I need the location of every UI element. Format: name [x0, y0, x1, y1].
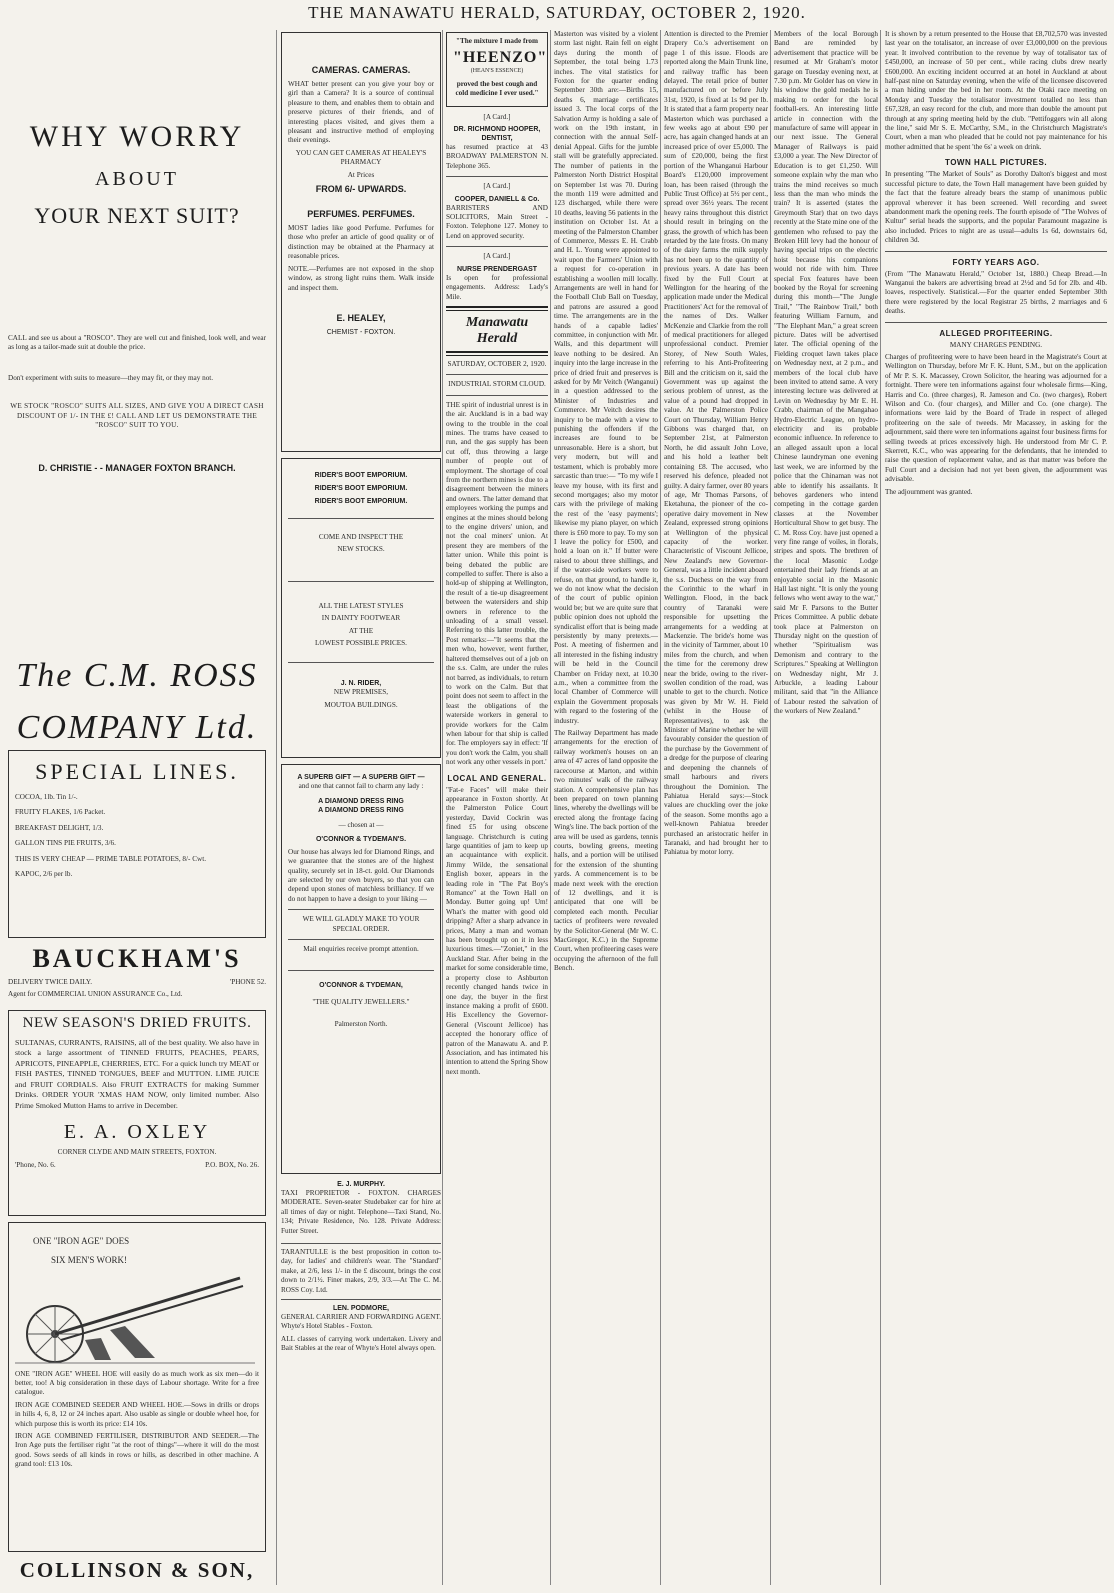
- rider-line: COME AND INSPECT THE: [318, 533, 404, 541]
- cooper-name: COOPER, DANIELL & Co.: [454, 195, 540, 203]
- collinson-ad: [8, 1558, 266, 1585]
- iron-age-fertiliser: IRON AGE COMBINED FERTILISER, DISTRIBUTOR AND SEEDER.—The Iron Age puts the fertiliser right "at the root of things"—where it will do the most good. Sows seeds of all kinds in rows or hills, as described in other machine. A grand tool: £13 10s.: [15, 1432, 259, 1469]
- rider-title: RIDER'S BOOT EMPORIUM.: [314, 485, 408, 492]
- cameras-ad: [281, 32, 441, 452]
- podmore-body: GENERAL CARRIER AND FORWARDING AGENT. Whyte's Hotel Stables - Foxton.: [281, 1313, 441, 1331]
- tarantulle-ad: TARANTULLE is the best proposition in cotton to-day, for ladies' and children's wear. The "Standard" make, at 2/6, less 1/- in the £ discount, brings the cost down to 2/1½. Finer makes, 2/9, 3/3.—At The C. M. ROSS Coy. Ltd.: [281, 1248, 441, 1300]
- ad-headline: WHY WORRY: [29, 120, 245, 153]
- gift-chosen: — chosen at —: [338, 821, 384, 830]
- column-2: [276, 30, 445, 1585]
- local-general-body: "Fat-e Faces" will make their appearance in Foxton shortly. At the Palmerston Police Court yesterday, David Cockrin was fined £5 for using obscene language. Christchurch is cuting large quantities of jam to keep up an acquaintance with explicit. Jimmy Wilde, the sensational English boxer, appears in the leading role in "The Pat Boy's Romance" at the Town Hall on Monday. Butter going up! Um! What's the matter with good old dripping? After a sharp advance in prices, Many a man and woman has been brought up on it in less luxurious times.—"Zoniet," in the Auckland Star. After being in the market for some considerable time, a property close to Ashburton recently changed hands twice in one day, the buyer in the first instance making a profit of £600. His Excellency the Governor-General (Viscount Jellicoe) has accepted the honorary office of patron of the Manawatu A. and P. Association, and has intimated his intention to attend the Spring Show next month.: [446, 785, 549, 1076]
- ad-body: Don't experiment with suits to measure—they may fit, or they may not.: [8, 373, 214, 382]
- oxley-box: P.O. BOX, No. 26.: [205, 1160, 259, 1169]
- podmore-name: LEN. PODMORE,: [332, 1305, 389, 1313]
- bauckham-delivery: DELIVERY TWICE DAILY.: [8, 978, 92, 986]
- hooper-name: DR. RICHMOND HOOPER, DENTIST,: [453, 126, 541, 143]
- column-5: [660, 30, 771, 1585]
- paper-date: SATURDAY, OCTOBER 2, 1920.: [447, 359, 547, 368]
- special-line-item: GALLON TINS PIE FRUITS, 3/6.: [15, 839, 116, 848]
- ad-subheadline: YOUR NEXT SUIT?: [34, 203, 240, 228]
- oxley-phone: 'Phone, No. 6.: [15, 1160, 56, 1169]
- iron-age-body: ONE "IRON AGE" WHEEL HOE will easily do as much work as six men—do it better, too! A big consideration in these days of Labour shortage. Write for a free catalogue.: [15, 1369, 259, 1397]
- editorial-heading: INDUSTRIAL STORM CLOUD.: [448, 380, 546, 389]
- wheel-hoe-illustration: [15, 1270, 259, 1366]
- oconnor-tagline: "THE QUALITY JEWELLERS.": [312, 998, 410, 1007]
- news-body: It is shown by a return presented to the House that £8,702,570 was invested last year on the totalisator, an increase of over £3,000,000 on the previous year. It involved contribution to the revenue by way of totalisator tax of £450,000, an increase of 50 per cent., while racing clubs drew nearly £600,000. An exciting incident occurred at an hotel in Auckland at about half-past nine on Saturday evening, when the wife of the licensee discovered a man hiding under the bed in her room. At the Otaki race meeting on Monday and Tuesday the totalisator investment totalled no less than £67,328, an easy record for the club, and more than double the amount put through at any spring meeting held by the club. "Pettifoggers win all along the line," said Mr S. E. McCarthy, S.M., in the Christchurch Magistrate's Court, when a man who pleaded that he could not pay maintenance for his mother admitted that he spent 'the 6s' a week on drink.: [885, 30, 1107, 151]
- editorial-body: THE spirit of industrial unrest is in the air. Auckland is in a bad way owing to the trouble in the coal mines. The trams have ceased to run, and the gas supply has been cut off, thus throwing a large number of people out of employment. The shortage of coal from the northern mines is due to a disagreement between the miners and owners. The latter demand that employees working the pumps and engines at the mines should belong to the engine drivers' union, and not the coal miners' union. At present they are members of the latter union. While this point is being debated the public are compelled to suffer. There is also a hold-up of shipping at Wellington, the result of a tie-up disagreement between the watersiders and ship owners in reference to the unloading of a small vessel. Referring to this latter trouble, the Post remarks:—"It seems that the men who, however, went further, haltered themselves out of a job on the s.s. Calm, are under the rules not barred, as individuals, to return to work on the Calm. But that point does not seem to affect in the least the obligations of the waterside workers in general to provide workers for the Calm when labour for that ship is called for. The employers say in effect: 'If you don't work the Calm, you shall not work any other vessels in port.': [446, 400, 548, 767]
- local-general-heading: LOCAL AND GENERAL.: [447, 773, 547, 783]
- cm-ross-logo: [8, 650, 266, 746]
- rider-line: NEW STOCKS.: [337, 545, 385, 554]
- diamond-ring-ad: [281, 764, 441, 1174]
- diamond-ring-heading: A DIAMOND DRESS RING: [318, 798, 404, 806]
- nurse-body: Is open for professional engagements. Address: Lady's Mile.: [446, 273, 548, 301]
- heenzo-quote: "The mixture I made from: [456, 37, 538, 45]
- iron-age-headline: ONE "IRON AGE" DOES: [33, 1235, 130, 1246]
- rider-name: J. N. RIDER,: [340, 680, 382, 688]
- ad-signature: D. CHRISTIE - - MANAGER FOXTON BRANCH.: [38, 463, 236, 474]
- column-7: [880, 30, 1111, 1585]
- oxley-address: CORNER CLYDE AND MAIN STREETS, FOXTON.: [57, 1148, 217, 1157]
- heenzo-ad: [446, 32, 548, 107]
- cooper-body: BARRISTERS AND SOLICITORS, Main Street - Foxton. Telephone 127. Money to Lend on approved security.: [446, 203, 548, 240]
- gift-subtitle: and one that cannot fail to charm any lady :: [298, 782, 424, 790]
- town-hall-heading: TOWN HALL PICTURES.: [944, 158, 1048, 168]
- murphy-name: E. J. MURPHY.: [337, 1181, 385, 1188]
- heenzo-sub: (HEAN'S ESSENCE): [470, 68, 524, 75]
- special-line-item: BREAKFAST DELIGHT, 1/3.: [15, 823, 104, 832]
- riders-boot-ad: [281, 458, 441, 758]
- special-line-item: KAPOC, 2/6 per lb.: [15, 870, 73, 879]
- diamond-ring-heading: A DIAMOND DRESS RING: [318, 807, 404, 815]
- alleged-profiteering-subheading: MANY CHARGES PENDING.: [949, 340, 1043, 349]
- iron-age-seeder: IRON AGE COMBINED SEEDER AND WHEEL HOE.—Sows in drills or drops in hills 4, 6, 8, 12 or 24 inches apart. Also usable as single or double wheel hoe, for which purpose this is worth its price: £14 10s.: [15, 1400, 259, 1428]
- rider-address: MOUTOA BUILDINGS.: [324, 700, 398, 709]
- cameras-cta: YOU CAN GET CAMERAS AT HEALEY'S PHARMACY: [295, 148, 427, 167]
- oconnor-town: Palmerston North.: [334, 1019, 388, 1028]
- special-lines-title: SPECIAL LINES.: [35, 759, 239, 784]
- murphy-body: TAXI PROPRIETOR - FOXTON. CHARGES MODERATE. Seven-seater Studebaker car for hire at all times of day or night. Telephone—Taxi Stand, No. 134; Private Residence, No. 128. Private Address: Futter Street.: [281, 1189, 441, 1235]
- alleged-profiteering-closing: The adjournment was granted.: [885, 487, 973, 496]
- perfumes-title: PERFUMES. PERFUMES.: [307, 209, 415, 220]
- special-lines-ad: [8, 750, 266, 938]
- paper-title: Manawatu Herald: [465, 314, 529, 346]
- oconnor-name: O'CONNOR & TYDEMAN'S.: [315, 835, 407, 843]
- podmore-body: ALL classes of carrying work undertaken. Livery and Bait Stables at the rear of Whyte's Hotel always open.: [281, 1334, 441, 1353]
- forty-years-body: (From "The Manawatu Herald," October 1st, 1880.) Cheap Bread.—In Wanganui the bakers are advertising bread at 2½d and 5d for 2lb. and 4lb. loaves, respectively. Statistical.—For the quarter ended September 30th there were registered by the local Registrar 25 births, 2 marriages and 6 deaths.: [885, 269, 1107, 316]
- iron-age-headline: SIX MEN'S WORK!: [51, 1255, 127, 1266]
- dried-fruits-body: SULTANAS, CURRANTS, RAISINS, all of the best quality. We also have in stock a large assortment of TINNED FRUITS, PEACHES, PEARS, APRICOTS, PINEAPPLE, CHERRIES, ETC. For a quick lunch try MEAT or FISH PASTES, TINNED TONGUES, BEEF and MUTTON. LIME JUICE and FRUIT CORDIALS. Also FRUIT EXTRACTS for making Summer Drinks. ORDER YOUR 'XMAS HAM NOW, only limited number. Also Prime Smoked Mutton Hams to arrive in December.: [15, 1037, 259, 1110]
- rider-line: ALL THE LATEST STYLES: [318, 601, 404, 610]
- murphy-ad: [281, 1180, 441, 1244]
- gift-title: A SUPERB GIFT — A SUPERB GIFT —: [297, 774, 425, 781]
- bauckham-phone: 'PHONE 52.: [229, 978, 266, 986]
- column-4: [550, 30, 661, 1585]
- card-label: [A Card.]: [483, 112, 511, 121]
- dried-fruits-ad: [8, 1010, 266, 1216]
- rider-line: AT THE: [348, 626, 374, 635]
- column-3: [442, 30, 551, 1585]
- hooper-body: has resumed practice at 43 BROADWAY PALMERSTON N. Telephone 365.: [446, 143, 548, 170]
- rider-title: RIDER'S BOOT EMPORIUM.: [314, 498, 408, 505]
- special-line-item: FRUITY FLAKES, 1/6 Packet.: [15, 808, 106, 817]
- suit-advertisement: [8, 32, 266, 644]
- alleged-profiteering-heading: ALLEGED PROFITEERING.: [939, 328, 1053, 338]
- dried-fruits-title: NEW SEASON'S DRIED FRUITS.: [22, 1014, 252, 1031]
- collinson-name: COLLINSON & SON,: [19, 1557, 255, 1582]
- special-line-item: COCOA, 1lb. Tin 1/-.: [15, 793, 78, 801]
- bauckham-ad: [8, 944, 266, 1000]
- card-label: [A Card.]: [483, 182, 511, 191]
- logo-lettering: The C.M. ROSS COMPANY Ltd.: [16, 657, 258, 746]
- perfumes-note: NOTE.—Perfumes are not exposed in the shop window, as strong light ruins them. Walk inside and inspect them.: [288, 264, 434, 292]
- cameras-body: WHAT better present can you give your boy or girl than a Camera? It is a source of continual pleasure to them, and enables them to obtain and preserve pictures of their friends, and of interesting places visited, and gives them a pleasant and instructive method of employing their evenings.: [288, 80, 434, 145]
- rider-address: NEW PREMISES,: [333, 688, 389, 697]
- news-body: The Railway Department has made arrangements for the erection of railway workmen's houses on an area of 47 acres of land opposite the racecourse at Marton, and within two minutes' walk of the railway station. A comprehensive plan has been prepared on town planning lines, whereby the dwellings will be erected along the frontage facing Wing's line. The back portion of the area will be used as gardens, tennis courts, bowling greens, meeting halls, and a portion will be utilised for the extension of the shunting yards. A commencement is to be made next week with the erection of 12 dwellings, and it is anticipated that one will be completed each month. Peculiar tactics of profiteers were revealed by the Solicitor-General (Mr W. C. MacGregor, K.C.) in the Supreme Court, when profiteering cases were occupying the afternoon of the full Bench.: [554, 729, 658, 973]
- healey-location: CHEMIST - FOXTON.: [326, 328, 396, 336]
- healey-name: E. HEALEY,: [336, 312, 386, 323]
- bauckham-agent: Agent for COMMERCIAL UNION ASSURANCE Co., Ltd.: [8, 990, 183, 999]
- alleged-profiteering-body: Charges of profiteering were to have been heard in the Magistrate's Court at Wellington on Thursday, before Mr F. K. Hunt, S.M., but on the application of Mr P. S. K. Macassey, Crown Solicitor, the hearing was adjourned for a fortnight. There were ten informations against four wholesale firms—King, Harris and Co. (three charges), R. Jameson and Co. (two charges), Robert Wilson and Co. (four charges), and Miller and Co. (one charge). The informations were laid by the Board of Trade in respect of alleged profiteering on the sale of tweeds. Mr Macassey, in asking for the adjournment, said there were ten informations against four business firms for selling tweeds at prices excessively high. He understood from Mr C. P. Skerrett, K.C., who was appearing for the defendants, that he intended to raise the question of replacement value, and as that matter was before the Full Court and a decision had not yet been given, the adjournment was advisable.: [885, 352, 1107, 484]
- news-body: Masterton was visited by a violent storm last night. Rain fell on eight days during the month of September, the total being 1.73 inches. The vital statistics for Foxton for the quarter ending September 30th are:—Births 15, deaths 6, marriage certificates issued 3. The local corps of the Salvation Army is holding a sale of work on the 19th instant, in connection with the annual Self-denial Appeal. Gifts for the jumble stall will be gratefully appreciated. The number of patients in the Palmerston North District Hospital on September 1st was 70. During the month 119 were admitted and 123 discharged, while there were 10 deaths, leaving 56 patients in the institution on October 1st. At a meeting of the Palmerston Chamber of Commerce, Messrs E. H. Crabb and H. L. Young were appointed to wait upon the Farmers' Union with a request for co-operation in establishing a woollen mill locally. Arrangements are well in hand for the Football Club Ball on Tuesday, and patrons are assured a good time. The arrangements are in the hands of a capable ladies' committee, in conjunction with Mr. Walls, and this department will leave nothing to be desired. An inquiry into the large increase in the price of dried fruit and preserves is asked for by Mr Veitch (Wanganui) in a question addressed to the Minister of Industries and Commerce. Mr Veitch desires the inquiry to be made with a view to punishing the offenders if the increases are found to be unreasonable. Here is a short, but very modern, but will and testament, which is probably more sarcastic than true:— "To my wife I leave my house, with its first and second mortgages; also my motor cars with the privilege of making the rest of the 'easy payments'; likewise my piano player, on which there is £60 more to pay. To my son I leave the policy for £500, and hold a loan on it." If butter were raised to about three shillings, and if the water-side workers were to refuse, on that ground, to handle it, we do not know what the decision of the court of public opinion would be; but we are quite sure that public opinion does not uphold the syndicalist effort that is being made persistently by many pretexts.—Post. A meeting of fishermen and all interested in the fishing industry will be held in the Council Chamber on Friday next, at 10.30 a.m., when a committee from the local Chamber of Commerce will explain the Government proposals with regard to the fostering of the industry.: [554, 30, 658, 725]
- perfumes-body: MOST ladies like good Perfume. Perfumes for those who prefer an article of good quality or of distinction may be obtained at the Pharmacy at reasonable prices.: [288, 224, 434, 261]
- oconnor-name: O'CONNOR & TYDEMAN,: [319, 982, 403, 990]
- gift-order: WE WILL GLADLY MAKE TO YOUR SPECIAL ORDER.: [302, 915, 420, 933]
- column-6: [770, 30, 881, 1585]
- town-hall-body: In presenting "The Market of Souls" as Dorothy Dalton's biggest and most successful picture to date, the Town Hall management have been guided by the fact that the feature already bears the stamp of unanimous public approval wherever it has been screened. Well recording and sweet abandonment mark the opening reels. The fourth episode of "The Wolves of Kultur" serial heads the supports, and the popular Paramount magazine is also included. Prices to night are as usual—adults 1s 6d, downstairs 6d, children 3d.: [885, 170, 1107, 245]
- rider-line: IN DAINTY FOOTWEAR: [321, 614, 401, 623]
- rider-line: LOWEST POSSIBLE PRICES.: [315, 639, 407, 648]
- forty-years-heading: FORTY YEARS AGO.: [952, 257, 1040, 267]
- iron-age-ad: [8, 1222, 266, 1552]
- cameras-price: FROM 6/- UPWARDS.: [315, 184, 407, 195]
- gift-body: Our house has always led for Diamond Rings, and we guarantee that the stones are of the highest quality, securely set in 18-ct. gold. Our Diamonds are selected by our own buyers, so that you can depend upon stones of matchless brilliancy. If we do not happen to have a design to your liking —: [288, 847, 434, 903]
- cameras-title: CAMERAS. CAMERAS.: [311, 65, 411, 75]
- nurse-name: NURSE PRENDERGAST: [456, 265, 538, 273]
- rider-title: RIDER'S BOOT EMPORIUM.: [314, 472, 408, 479]
- special-line-item: THIS IS VERY CHEAP — PRIME TABLE POTATOES, 8/- Cwt.: [15, 854, 206, 863]
- news-body: Attention is directed to the Premier Drapery Co.'s advertisement on page 1 of this issue. Floods are reported along the Main Trunk line, and railway traffic has been delayed. The retail price of butter manufactured on or before July 31st, 1920, is fixed at 1s 9d per lb. It is stated that a farm property near Masterton which was purchased a few weeks ago at about £90 per acre, has again changed hands at an increased price of over £5,000. The sum of £20,000, being the first portion of the Whanganui Harbour Board's £120,000 improvement loan, has been raised (through the Public Trust Office) at 5½ per cent., spread over 36½ years. The recent heavy rains throughout this district should result in bringing on the grass, the growth of which has been retarded by the late frosts. On many of the dairy farms the milk supply has not been up to the quantity of previous years. A date has been fixed by the Full Court at Wellington for the hearing of the application made under the Medical Practitioners' Act for the removal of the names of Drs. Walker McKenzie and Clarkie from the roll of medical practitioners for alleged unprofessional conduct. Premier Storey, of New South Wales, referring to his Anti-Profiteering Bill and the criticism on it, said the Government was up against the serious problem of unrest, as the value of a pound had dropped in value. At the Palmerston Police Court on Thursday, William Henry Gibbons was charged that, on September 21st, at Palmerston North, he did assault John Love, and his hold a leather belt containing £8. The accused, who reserved his defence, pleaded not guilty. A dairy farmer, over 80 years of age, Mr Thomas Parsons, of Eketahuna, the pioneer of the co-operative dairy movement in New Zealand, expressed strong opinions at Wellington of the physical capacity of the worker. Characteristic of Viscount Jellicoe, New Zealand's new Governor-General, was a little incident aboard the s.s. Duchess on the way from the Corinthic to the wharf in Wellington. Flood, in the back country of Taranaki were responsible for upsetting the arrangements for a wedding at Mackenzie. The bride's home was in the vicinity of Tarmmer, about 10 miles from the church, and when the time for the ceremony drew near the bride, owing to the river-swollen condition of the road, was unable to get to the church. Notice was given by Mr W. H. Field (whilst in the House of Representatives), to ask the Minister of Marine whether he will favourably consider the question of the purchase by the Government of a dredge for the purpose of clearing and deepening the channels of small harbours and rivers throughout the Dominion. The Pahiatua Herald says:—Stock values are chuckling over the joke of the season. Some months ago a well-known Pahiatua breeder purchased an aristocratic heifer in Taranaki, and had brought her to Pahiatua by motor lorry.: [664, 30, 768, 857]
- heenzo-quote: proved the best cough and cold medicine I ever used.": [455, 79, 539, 98]
- cameras-price-label: At Prices: [347, 170, 375, 179]
- gift-mail: Mail enquiries receive prompt attention.: [303, 945, 419, 954]
- news-body: Members of the local Borough Band are reminded by advertisement that practice will be resumed at Mr Graham's motor garage on Tuesday evening next, at 7.30 p.m. Mr Golder has on view in his window the gold medals he is making to order for the local football-ers. An interesting little article in connection with the manufacture of same will appear in our next issue. The General Manager of Railways is paid £3,000 a year. The New Director of Education is to get £1,250. Will someone explain why the man who trains the mind receives so much less than the man who minds the train? It is asserted (states the Greymouth Star) that on two days recently at the State mine one of the gentlemen who refused to pay the Broken Hill levy had the honour of having special trips on the electric hoist because his companions would not ride with him. Three special Fox features have been booked by the Royal for screening during this month—"The Jungle Trail," "The Rainbow Trail," both featuring William Farnum, and "The Elephant Man," a great screen picture. Dates will be advertised later. The official opening of the Fielding croquet lawn takes place on Wednesday next, at 2 p.m., and members of the local club have been invited to attend same. A very interesting lecture was delivered at Levin on Wednesday by Mr E. H. Crabb, chairman of the Mangahao Hydro-Electric League, on hydro-electricity and its probable economic influence. In reference to an alleged assault upon a local Chinese laundryman one evening last week, we are informed by the police that the Chinaman was not able to identify his assailants. It behoves gardeners who intend competing in the cottage garden classes at the November Horticultural Show to get busy. The C. M. Ross Coy. have just opened a very fine range of voiles, in florals, stripes and spots. The brethren of the local Masonic Lodge entertained their lady friends at an enjoyable social in the Masonic Hall last night. "It is only the young fellows who went away to the war," said Mr F. Parsons to the Butter Prices Committee. A public debate took place at Palmerston on Thursday night on the question of whether "Spiritualism was Demonism and contrary to the Scriptures." Speaking at Wellington on Wednesday night, Mr J. Arbuckle, a leading Labour militant, said that "in the Alliance of Labour rested the salvation of the workers of New Zealand.": [774, 30, 878, 716]
- ad-body: WE STOCK "ROSCO" SUITS ALL SIZES, AND GIVE YOU A DIRECT CASH DISCOUNT OF 1/- IN THE £! CALL AND LET US DEMONSTRATE THE "ROSCO" SUIT TO YOU.: [10, 402, 264, 430]
- heenzo-name: "HEENZO": [453, 49, 548, 67]
- ad-body: CALL and see us about a "ROSCO". They are well cut and finished, look well, and wear as long as a tailor-made suit at double the price.: [8, 334, 266, 352]
- oxley-name: E. A. OXLEY: [63, 1121, 211, 1144]
- column-1: [8, 30, 266, 1585]
- masthead: THE MANAWATU HERALD, SATURDAY, OCTOBER 2, 1920.: [308, 3, 806, 22]
- bauckham-name: BAUCKHAM'S: [32, 944, 242, 973]
- ad-subheadline: ABOUT: [95, 168, 179, 190]
- card-label: [A Card.]: [483, 252, 511, 261]
